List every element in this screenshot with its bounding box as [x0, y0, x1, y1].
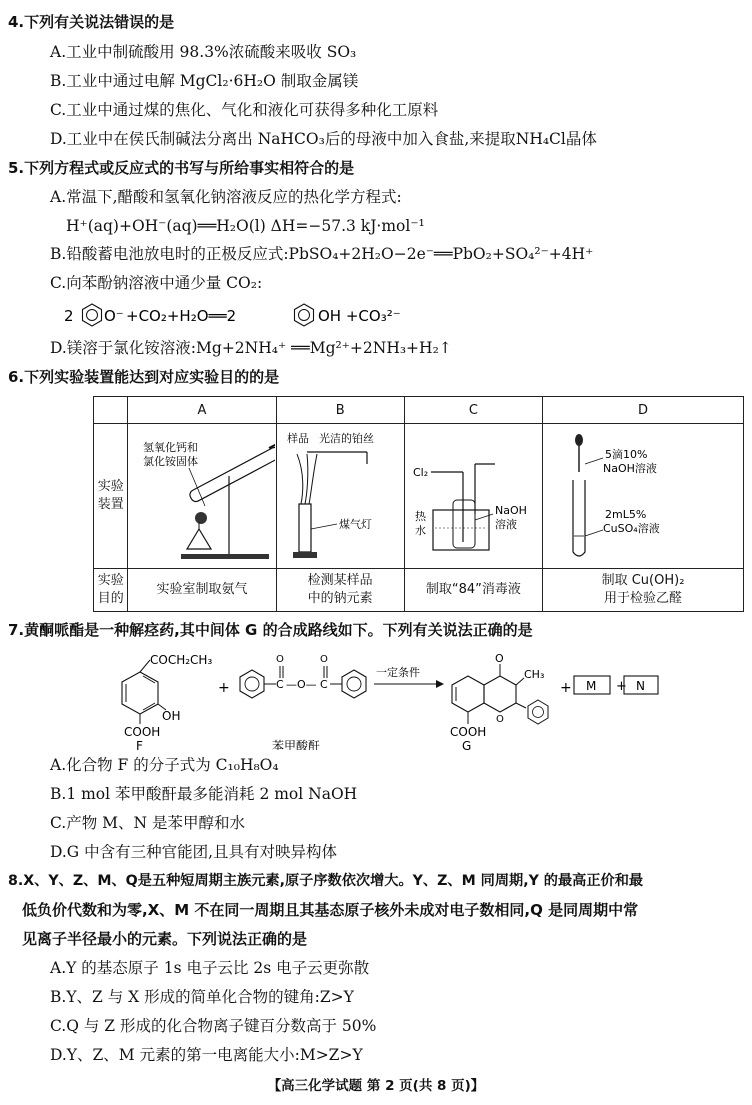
svg-text:2mL5%: 2mL5%: [605, 508, 647, 521]
svg-text:NaOH溶液: NaOH溶液: [603, 462, 657, 475]
svg-text:水: 水: [415, 524, 427, 537]
svg-text:N: N: [636, 679, 645, 693]
svg-text:苯甲酸酐: 苯甲酸酐: [272, 739, 321, 750]
col-header-b: B: [276, 397, 404, 424]
svg-text:OH +CO₃²⁻: OH +CO₃²⁻: [318, 307, 401, 325]
q8-stem-line2: 低负价代数和为零,X、M 不在同一周期且其基态原子核外未成对电子数相同,Q 是同周期中常: [22, 901, 639, 919]
svg-text:+: +: [560, 680, 572, 696]
q6-apparatus-table: [93, 396, 744, 612]
svg-text:CuSO₄溶液: CuSO₄溶液: [603, 522, 660, 535]
q5-option-c: C.向苯酚钠溶液中通少量 CO₂:: [50, 274, 263, 292]
svg-text:OH: OH: [162, 709, 181, 723]
svg-text:样品: 样品: [287, 432, 310, 445]
svg-text:O: O: [276, 654, 284, 665]
q7-option-d: D.G 中含有三种官能团,且具有对映异构体: [50, 843, 338, 861]
q6-stem: 6.下列实验装置能达到对应实验目的的是: [8, 368, 280, 386]
svg-text:C: C: [320, 678, 328, 691]
q4-option-a: A.工业中制硫酸用 98.3%浓硫酸来吸收 SO₃: [50, 43, 357, 61]
q5-option-b: B.铅酸蓄电池放电时的正极反应式:PbSO₄+2H₂O−2e⁻══PbO₂+SO₄²⁻+4H⁺: [50, 245, 594, 263]
purpose-a: 实验室制取氨气: [128, 569, 276, 612]
svg-text:O: O: [495, 652, 504, 665]
svg-text:O⁻: O⁻: [104, 307, 124, 325]
col-header-a: A: [128, 397, 276, 424]
apparatus-d: [543, 424, 744, 569]
svg-text:COOH: COOH: [124, 725, 161, 739]
compound-f-structure: [122, 653, 212, 750]
svg-text:CH₃: CH₃: [524, 668, 545, 681]
q8-stem-line1: 8.X、Y、Z、M、Q是五种短周期主族元素,原子序数依次增大。Y、Z、M 同周期,Y 的最高正价和最: [8, 873, 644, 889]
q8-stem-line3: 见离子半径最小的元素。下列说法正确的是: [22, 930, 308, 948]
ammonia-setup-diagram: [129, 424, 275, 564]
svg-text:溶液: 溶液: [495, 518, 518, 531]
svg-text:煤气灯: 煤气灯: [339, 518, 373, 531]
q7-option-a: A.化合物 F 的分子式为 C₁₀H₈O₄: [50, 756, 279, 774]
compound-g-structure: [450, 652, 548, 750]
q7-option-c: C.产物 M、N 是苯甲醇和水: [50, 814, 246, 832]
q8-option-c: C.Q 与 Z 形成的化合物离子键百分数高于 50%: [50, 1017, 377, 1035]
svg-text:一定条件: 一定条件: [376, 666, 420, 679]
q4-option-b: B.工业中通过电解 MgCl₂·6H₂O 制取金属镁: [50, 72, 359, 90]
q4-option-d: D.工业中在侯氏制碱法分离出 NaHCO₃后的母液中加入食盐,来提取NH₄Cl晶体: [50, 130, 597, 148]
svg-text:+: +: [218, 680, 230, 696]
svg-text:氢氧化钙和: 氢氧化钙和: [142, 441, 198, 454]
svg-text:5滴10%: 5滴10%: [605, 448, 648, 461]
purpose-b: 检测某样品 中的钠元素: [276, 569, 404, 612]
q5-stem: 5.下列方程式或反应式的书写与所给事实相符合的是: [8, 159, 355, 177]
bleach-setup-diagram: [405, 424, 541, 564]
q7-option-b: B.1 mol 苯甲酸酐最多能消耗 2 mol NaOH: [50, 785, 358, 803]
col-header-d: D: [543, 397, 744, 424]
q8-option-a: A.Y 的基态原子 1s 电子云比 2s 电子云更弥散: [50, 959, 370, 977]
svg-text:+CO₂+H₂O══2: +CO₂+H₂O══2: [126, 307, 237, 325]
q5-option-d: D.镁溶于氯化铵溶液:Mg+2NH₄⁺ ══Mg²⁺+2NH₃+H₂↑: [50, 339, 452, 357]
q5-c-equation: [60, 298, 420, 332]
q8-option-b: B.Y、Z 与 X 形成的简单化合物的键角:Z>Y: [50, 988, 354, 1006]
svg-text:C: C: [276, 678, 284, 691]
svg-text:G: G: [462, 739, 472, 750]
col-header-c: C: [404, 397, 542, 424]
svg-text:2: 2: [64, 307, 74, 325]
svg-text:M: M: [586, 679, 597, 693]
svg-text:—O—: —O—: [286, 678, 317, 691]
anhydride-structure: [240, 654, 366, 750]
svg-text:氯化铵固体: 氯化铵固体: [142, 455, 198, 468]
copper-hydroxide-diagram: [543, 424, 743, 564]
svg-text:COOH: COOH: [450, 725, 487, 739]
svg-text:光洁的铂丝: 光洁的铂丝: [319, 432, 375, 445]
flame-test-diagram: [277, 424, 403, 564]
page-footer: 【高三化学试题 第 2 页(共 8 页)】: [267, 1078, 485, 1094]
svg-text:O: O: [496, 714, 504, 725]
table-corner: [94, 397, 128, 424]
apparatus-a: [128, 424, 276, 569]
q4-stem: 4.下列有关说法错误的是: [8, 13, 175, 31]
svg-text:COCH₂CH₃: COCH₂CH₃: [150, 653, 213, 667]
svg-text:O: O: [320, 654, 328, 665]
svg-text:Cl₂: Cl₂: [413, 466, 429, 479]
row-label-purpose: 实验 目的: [94, 569, 128, 612]
purpose-d: 制取 Cu(OH)₂ 用于检验乙醛: [543, 569, 744, 612]
q8-option-d: D.Y、Z、M 元素的第一电离能大小:M>Z>Y: [50, 1046, 363, 1064]
row-label-apparatus: 实验 装置: [94, 424, 128, 569]
benzene-ring-icon: [83, 304, 102, 326]
apparatus-c: [404, 424, 542, 569]
benzene-ring-icon: [295, 304, 314, 326]
q7-stem: 7.黄酮哌酯是一种解痉药,其中间体 G 的合成路线如下。下列有关说法正确的是: [8, 621, 533, 639]
svg-text:+: +: [616, 679, 627, 694]
q7-synthesis-route: [100, 648, 660, 750]
apparatus-b: [276, 424, 404, 569]
svg-text:F: F: [136, 739, 143, 750]
q5-option-a-equation: H⁺(aq)+OH⁻(aq)══H₂O(l) ΔH=−57.3 kJ·mol⁻¹: [66, 217, 425, 235]
q4-option-c: C.工业中通过煤的焦化、气化和液化可获得多种化工原料: [50, 101, 439, 119]
svg-text:NaOH: NaOH: [495, 504, 528, 517]
q5-option-a: A.常温下,醋酸和氢氧化钠溶液反应的热化学方程式:: [50, 188, 402, 206]
svg-text:热: 热: [415, 510, 427, 523]
purpose-c: 制取“84”消毒液: [404, 569, 542, 612]
